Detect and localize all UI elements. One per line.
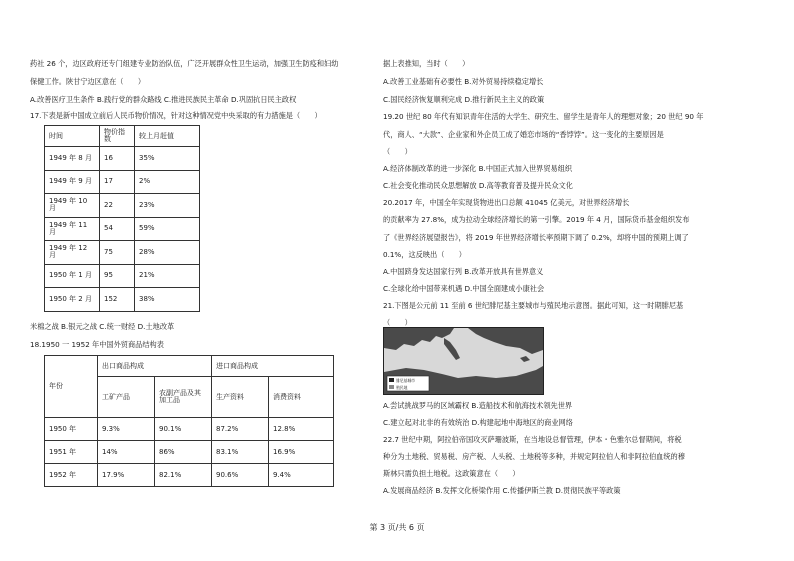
- legend-city-marker: [389, 378, 394, 382]
- cell: 9.3%: [98, 418, 155, 441]
- header-monthly-change: 较上月赶值: [135, 126, 200, 147]
- q18-table: [44, 355, 334, 487]
- q21-line1: 21.下图是公元前 11 至前 6 世纪腓尼基主要城市与殖民地示意图。据此可知，这一时期腓尼基: [383, 301, 684, 310]
- phoenicia-map: [383, 327, 544, 395]
- q16-options: A.改善医疗卫生条件 B.践行党的群众路线 C.推进民族民主革命 D.巩固抗日民主政权: [30, 95, 297, 104]
- cell: 1949 年 10 月: [45, 194, 100, 218]
- header-price-index: 物价指数: [100, 126, 135, 147]
- cell: 54: [100, 217, 135, 241]
- cell: 1950 年 1 月: [45, 264, 100, 288]
- cell: 75: [100, 241, 135, 265]
- q20-line2: 的贡献率为 27.8%，成为拉动全球经济增长的第一引擎。2019 年 4 月，国际货币基金组织发布: [383, 215, 690, 224]
- q17-options: 米棉之战 B.银元之战 C.统一财经 D.土地改革: [30, 322, 175, 331]
- cell: 17.9%: [98, 464, 155, 487]
- cell: 22: [100, 194, 135, 218]
- cell: 1950 年 2 月: [45, 288, 100, 312]
- header-industrial: 工矿产品: [98, 377, 155, 418]
- table-row: [45, 418, 334, 441]
- cell: 87.2%: [212, 418, 269, 441]
- q18-options-1: A.改善工业基础有必要性 B.对外贸易持续稳定增长: [383, 77, 544, 86]
- table-row: [45, 217, 200, 241]
- q18-stem: 18.1950 一 1952 年中国外贸商品结构表: [30, 340, 164, 349]
- cell: 90.1%: [155, 418, 212, 441]
- header-time: 时间: [45, 126, 100, 147]
- legend-city-label: 腓尼基城市: [396, 378, 415, 383]
- cell: 16.9%: [269, 441, 334, 464]
- q19-options-2: C.社会变化推动民众思想解放 D.高等教育普及提升民众文化: [383, 181, 573, 190]
- cell: 95: [100, 264, 135, 288]
- q20-line3: 了《世界经济展望报告》，将 2019 年世界经济增长率预期下调了 0.2%，却将中国的预期上调了: [383, 233, 689, 242]
- q21-line2: （ ）: [383, 318, 412, 327]
- q18-options-2: C.国民经济恢复顺利完成 D.推行新民主主义的政策: [383, 95, 545, 104]
- header-consumer: 消费资料: [269, 377, 334, 418]
- header-agricultural: 农副产品及其加工品: [155, 377, 212, 418]
- q22-line3: 斯林只需负担土地税。这政策意在（ ）: [383, 469, 520, 478]
- table-header-row: [45, 126, 200, 147]
- table-row: [45, 441, 334, 464]
- cell: 1952 年: [45, 464, 98, 487]
- cell: 35%: [135, 147, 200, 171]
- cell: 1949 年 12 月: [45, 241, 100, 265]
- table-row: [45, 464, 334, 487]
- cell: 1949 年 9 月: [45, 170, 100, 194]
- map-illustration: [384, 328, 543, 394]
- legend-colony-marker: [389, 385, 394, 389]
- table-row: [45, 264, 200, 288]
- q21-options-1: A.尝试挑战罗马的区域霸权 B.造船技术和航海技术领先世界: [383, 401, 573, 410]
- q19-options-1: A.经济体制改革的进一步深化 B.中国正式加入世界贸易组织: [383, 164, 573, 173]
- cell: 82.1%: [155, 464, 212, 487]
- table-row: [45, 147, 200, 171]
- q18-continuation: 据上表推知，当时（ ）: [383, 59, 470, 68]
- cell: 14%: [98, 441, 155, 464]
- q19-line1: 19.20 世纪 80 年代有知识青年住活的大学生、研究生、留学生是青年人的理想对象；20 世纪 90 年: [383, 112, 704, 121]
- q17-stem: 17.下表是新中国成立前后人民币物价情况，针对这种情况党中央采取的有力措施是（ ）: [30, 111, 322, 120]
- q22-line2: 种分为土地税、贸易税、房产税、人头税、土地税等多种，并规定阿拉伯人和非阿拉伯血统的穆: [383, 452, 685, 461]
- header-production: 生产资料: [212, 377, 269, 418]
- page-footer: 第 3 页/共 6 页: [369, 523, 425, 532]
- cell: 83.1%: [212, 441, 269, 464]
- cell: 38%: [135, 288, 200, 312]
- q20-options-1: A.中国跻身发达国家行列 B.改革开放具有世界意义: [383, 267, 544, 276]
- header-import: 进口商品构成: [212, 356, 334, 377]
- q16-line2: 保健工作。陕甘宁边区意在（ ）: [30, 77, 146, 86]
- cell: 152: [100, 288, 135, 312]
- q20-line4: 0.1%，这反映出（ ）: [383, 250, 466, 259]
- cell: 1949 年 11 月: [45, 217, 100, 241]
- cell: 2%: [135, 170, 200, 194]
- q22-options: A.发展商品经济 B.发挥文化桥梁作用 C.传播伊斯兰教 D.贯彻民族平等政策: [383, 486, 621, 495]
- cell: 16: [100, 147, 135, 171]
- table-row: [45, 194, 200, 218]
- cell: 23%: [135, 194, 200, 218]
- q19-line2: 代，商人、“大款”、企业家和外企员工成了婚恋市场的“香饽饽”。这一变化的主要原因是: [383, 130, 664, 139]
- q17-table: [44, 125, 200, 312]
- q20-options-2: C.全球化给中国带来机遇 D.中国全面建成小康社会: [383, 284, 545, 293]
- q20-line1: 20.2017 年，中国全年实现货物进出口总额 41045 亿美元，对世界经济增长: [383, 198, 630, 207]
- cell: 21%: [135, 264, 200, 288]
- cell: 59%: [135, 217, 200, 241]
- q19-line3: （ ）: [383, 147, 412, 156]
- q16-line1: 药社 26 个，边区政府还专门组建专业防治队伍，广泛开展群众性卫生运动，加强卫生防疫和妇幼: [30, 59, 339, 68]
- table-row: [45, 288, 200, 312]
- legend-colony-label: 殖民地: [396, 385, 408, 390]
- cell: 9.4%: [269, 464, 334, 487]
- cell: 1951 年: [45, 441, 98, 464]
- cell: 28%: [135, 241, 200, 265]
- q22-line1: 22.7 世纪中期，阿拉伯帝国攻灭萨珊波斯，在当地设总督管理，伊本・色雅尔总督期间，将税: [383, 435, 682, 444]
- cell: 17: [100, 170, 135, 194]
- q21-options-2: C.建立起对北非的有效统治 D.构建起地中海地区的商业网络: [383, 418, 573, 427]
- table-row: [45, 170, 200, 194]
- cell: 86%: [155, 441, 212, 464]
- cell: 12.8%: [269, 418, 334, 441]
- cell: 90.6%: [212, 464, 269, 487]
- cell: 1949 年 8 月: [45, 147, 100, 171]
- table-row: [45, 241, 200, 265]
- header-export: 出口商品构成: [98, 356, 212, 377]
- cell: 1950 年: [45, 418, 98, 441]
- table-header-row: [45, 356, 334, 377]
- header-year: 年份: [45, 356, 98, 418]
